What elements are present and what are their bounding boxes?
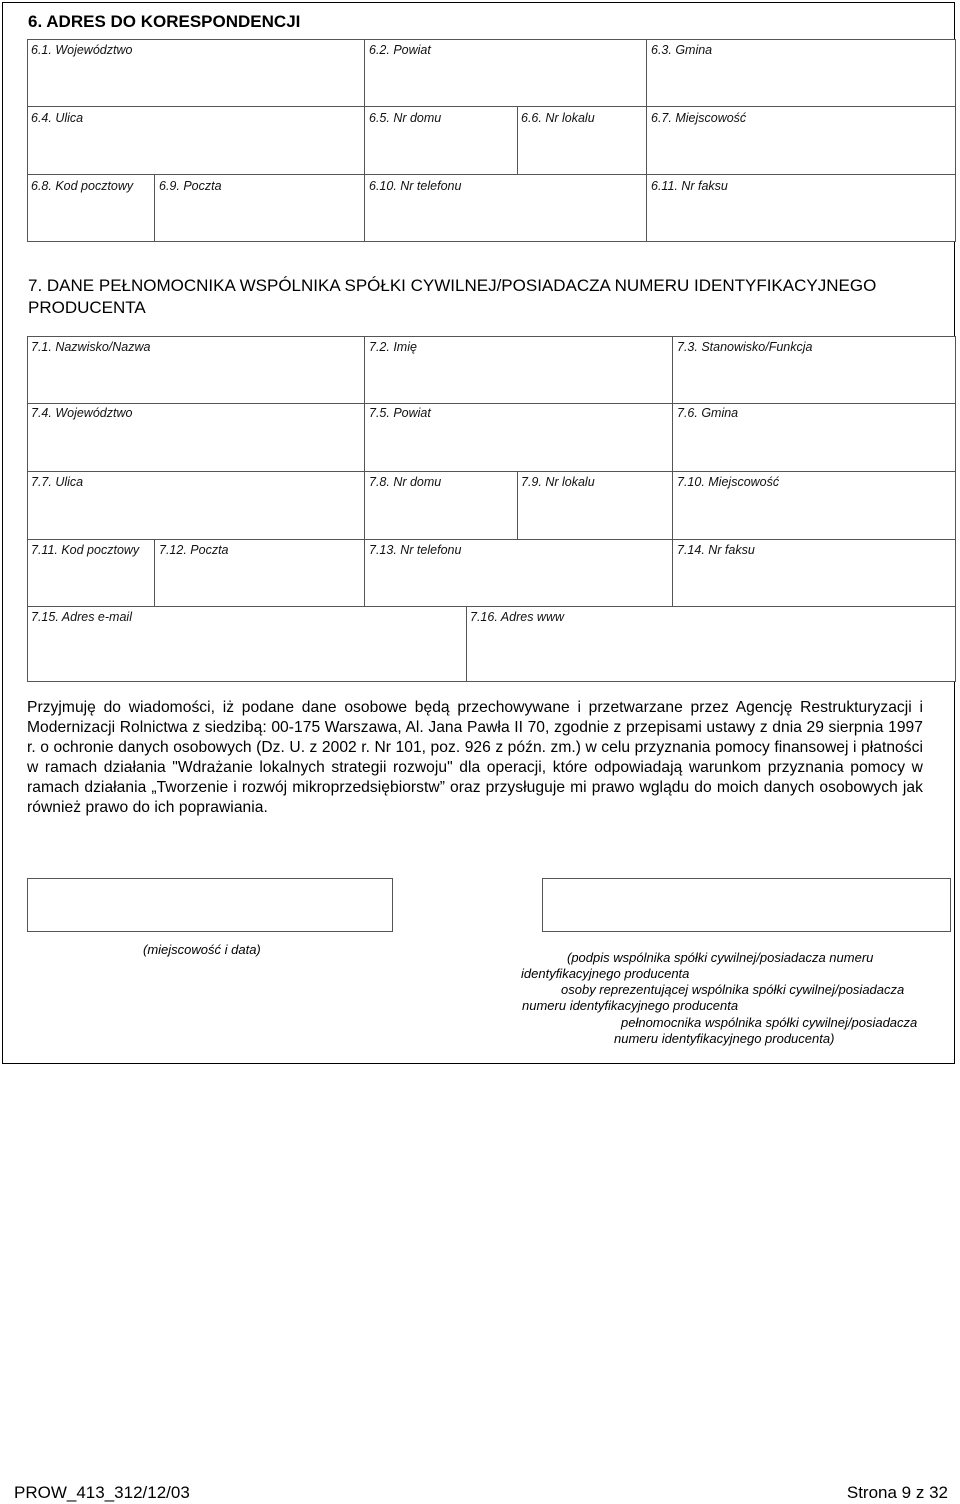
field-6-3-gmina[interactable]: 6.3. Gmina	[651, 43, 713, 57]
field-7-1-nazwisko[interactable]: 7.1. Nazwisko/Nazwa	[31, 340, 151, 354]
consent-text: Przyjmuję do wiadomości, iż podane dane osobowe będą przechowywane i przetwarzane przez Agencję Restrukturyzacji i Modernizacji Rolnictwa z siedzibą: 00-175 Warszawa, Al. Jana Pawła II 70, zgodnie z przepisami ustawy z dnia 29 sierpnia 1997 r. o ochronie danych osobowych (Dz. U. z 2002 r. Nr 101, poz. 926 z późn. zm.) w celu przyznania pomocy finansowej i płatności w ramach działania "Wdrażanie lokalnych strategii rozwoju" dla operacji, które odpowiadają warunkom przyznania pomocy w ramach działania „Tworzenie i rozwój mikroprzedsiębiorstw” oraz przysługuje mi prawo wglądu do moich danych osobowych jak również prawo do ich poprawiania.	[27, 699, 923, 816]
footer-code: PROW_413_312/12/03	[14, 1483, 190, 1502]
field-7-11-kod-pocztowy[interactable]: 7.11. Kod pocztowy	[31, 543, 140, 557]
signature-box[interactable]	[542, 878, 951, 932]
field-7-6-gmina[interactable]: 7.6. Gmina	[677, 406, 739, 420]
field-7-13-nr-telefonu[interactable]: 7.13. Nr telefonu	[369, 543, 462, 557]
section7-grid	[27, 336, 956, 682]
section7-title-line1: 7. DANE PEŁNOMOCNIKA WSPÓLNIKA SPÓŁKI CYWILNEJ/POSIADACZA NUMERU IDENTYFIKACYJNEGO	[28, 276, 877, 295]
field-7-5-powiat[interactable]: 7.5. Powiat	[369, 406, 431, 420]
field-7-14-nr-faksu[interactable]: 7.14. Nr faksu	[677, 543, 755, 557]
footer-page: Strona 9 z 32	[846, 1483, 948, 1502]
signature-caption-line2: identyfikacyjnego producenta	[521, 966, 690, 981]
field-6-1-wojewodztwo[interactable]: 6.1. Województwo	[31, 43, 133, 57]
field-7-3-stanowisko[interactable]: 7.3. Stanowisko/Funkcja	[677, 340, 813, 354]
field-7-12-poczta[interactable]: 7.12. Poczta	[159, 543, 229, 557]
field-7-10-miejscowosc[interactable]: 7.10. Miejscowość	[677, 475, 780, 489]
field-6-6-nr-lokalu[interactable]: 6.6. Nr lokalu	[521, 111, 595, 125]
field-6-5-nr-domu[interactable]: 6.5. Nr domu	[369, 111, 442, 125]
signature-caption-line1: (podpis wspólnika spółki cywilnej/posiadacza numeru	[567, 950, 874, 965]
field-7-2-imie[interactable]: 7.2. Imię	[369, 340, 417, 354]
field-6-4-ulica[interactable]: 6.4. Ulica	[31, 111, 84, 125]
section6-title: 6. ADRES DO KORESPONDENCJI	[28, 12, 301, 31]
field-7-16-www[interactable]: 7.16. Adres www	[470, 610, 565, 624]
section7-title	[28, 275, 876, 319]
field-6-9-poczta[interactable]: 6.9. Poczta	[159, 179, 222, 193]
section6-grid	[27, 39, 956, 242]
field-7-4-wojewodztwo[interactable]: 7.4. Województwo	[31, 406, 133, 420]
field-7-15-email[interactable]: 7.15. Adres e-mail	[31, 610, 132, 624]
field-6-7-miejscowosc[interactable]: 6.7. Miejscowość	[651, 111, 747, 125]
field-7-8-nr-domu[interactable]: 7.8. Nr domu	[369, 475, 442, 489]
section7-title-line2: PRODUCENTA	[28, 298, 146, 317]
signature-caption-line5: pełnomocnika wspólnika spółki cywilnej/posiadacza	[621, 1015, 918, 1030]
place-date-caption: (miejscowość i data)	[143, 942, 261, 957]
field-6-11-nr-faksu[interactable]: 6.11. Nr faksu	[651, 179, 728, 193]
signature-caption-line6: numeru identyfikacyjnego producenta)	[614, 1031, 835, 1046]
place-date-box[interactable]	[27, 878, 393, 932]
field-6-2-powiat[interactable]: 6.2. Powiat	[369, 43, 431, 57]
field-7-9-nr-lokalu[interactable]: 7.9. Nr lokalu	[521, 475, 595, 489]
field-6-10-nr-telefonu[interactable]: 6.10. Nr telefonu	[369, 179, 462, 193]
field-7-7-ulica[interactable]: 7.7. Ulica	[31, 475, 84, 489]
signature-caption-line4: numeru identyfikacyjnego producenta	[522, 998, 739, 1013]
signature-caption-line3: osoby reprezentującej wspólnika spółki cywilnej/posiadacza	[561, 982, 905, 997]
field-6-8-kod-pocztowy[interactable]: 6.8. Kod pocztowy	[31, 179, 134, 193]
